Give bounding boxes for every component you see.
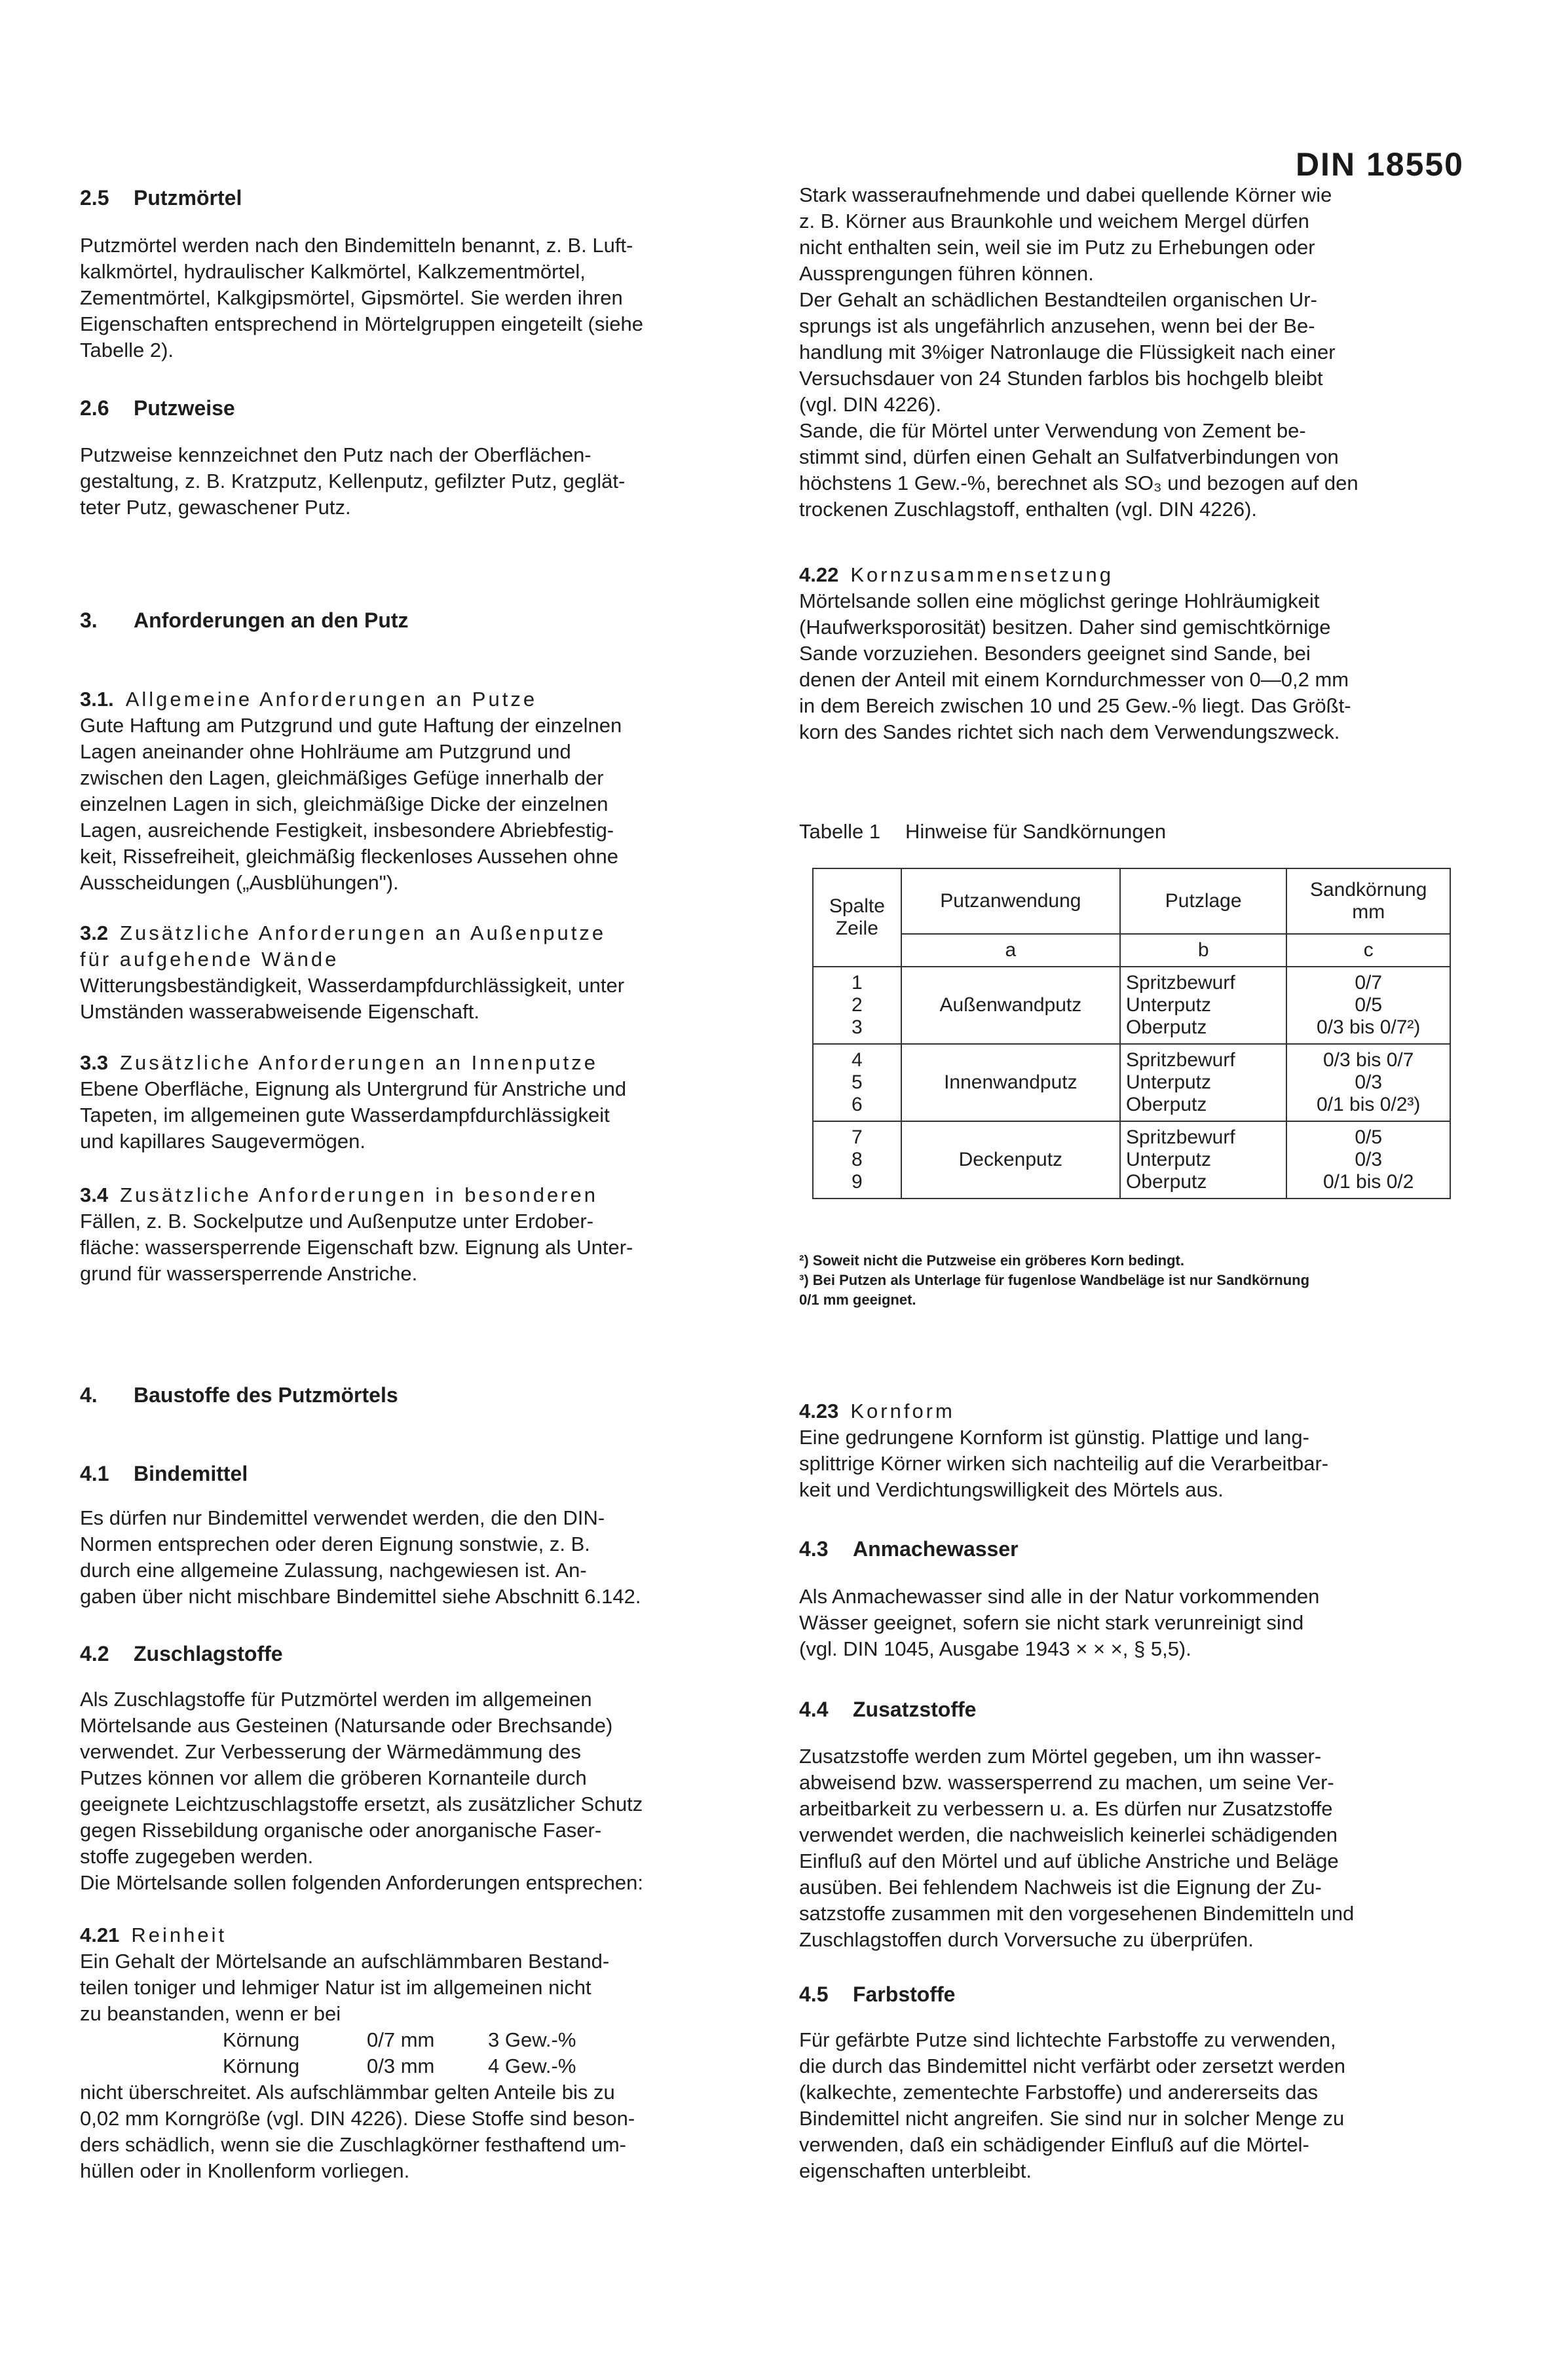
heading-2-5: 2.5 Putzmörtel bbox=[80, 186, 242, 210]
koernung-row: Körnung 0/3 mm 4 Gew.-% bbox=[223, 2055, 576, 2077]
cell-putzlage: Spritzbewurf Unterputz Oberputz bbox=[1120, 967, 1286, 1044]
koernung-table bbox=[223, 2027, 576, 2079]
para-4-1: Es dürfen nur Bindemittel verwendet werden, die den DIN- Normen entsprechen oder deren Eignung sonstwie, z. B. durch eine allgemeine Zulassung, nachgewiesen ist. An- gaben über nicht mischbare Bindemittel siehe Abschnitt 6.142. bbox=[80, 1506, 641, 1608]
para-4-21-b: nicht überschreitet. Als aufschlämmbar gelten Anteile bis zu 0,02 mm Korngröße (vgl. DIN 4226). Diese Stoffe sind beson- ders schädlich, wenn sie die Zuschlagkörner festhaftend um- hüllen oder in Knollenform vorliegen. bbox=[80, 2081, 635, 2182]
row-numbers: 7 8 9 bbox=[813, 1121, 901, 1199]
para-4-22: Mörtelsande sollen eine möglichst geringe Hohlräumigkeit (Haufwerksporosität) besitzen. Daher sind gemischtkörnige Sande vorzuziehen. Besonders geeignet sind Sande, bei denen der Anteil mit einem Korndurchmesser von 0—0,2 mm in dem Bereich zwischen 10 und 25 Gew.-% liegt. Das Größt- korn des Sandes richtet sich nach dem Verwendungszweck. bbox=[799, 589, 1351, 743]
heading-4-21: 4.21 Reinheit bbox=[80, 1924, 227, 1946]
table-row bbox=[813, 967, 1450, 1044]
sand-table bbox=[812, 868, 1451, 1199]
para-4-3: Als Anmachewasser sind alle in der Natur vorkommenden Wässer geeignet, sofern sie nicht stark verunreinigt sind (vgl. DIN 1045, Ausgabe 1943 × × ×, § 5,5). bbox=[799, 1585, 1320, 1660]
para-3-4: Fällen, z. B. Sockelputze und Außenputze unter Erdober- fläche: wassersperrende Eigenschaft bzw. Eignung als Unter- grund für wassersperrende Anstriche. bbox=[80, 1210, 633, 1285]
heading-3-2: 3.2 Zusätzliche Anforderungen an Außenputze für aufgehende Wände bbox=[80, 921, 607, 971]
heading-4-2: 4.2 Zuschlagstoffe bbox=[80, 1642, 283, 1665]
row-numbers: 1 2 3 bbox=[813, 967, 901, 1044]
heading-4: 4. Baustoffe des Putzmörtels bbox=[80, 1383, 398, 1407]
table-row bbox=[813, 1121, 1450, 1199]
para-4-4: Zusatzstoffe werden zum Mörtel gegeben, um ihn wasser- abweisend bzw. wassersperrend zu machen, um seine Ver- arbeitbarkeit zu verbessern u. a. Es dürfen nur Zusatzstoffe verwendet werden, die nachweislich keinerlei schädigenden Einfluß auf den Mörtel und auf übliche Anstriche und Beläge ausüben. Bei fehlendem Nachweis ist die Eignung der Zu- satzstoffe zusammen mit den vorgesehenen Bindemitteln und Zuschlagstoffen durch Vorversuche zu überprüfen. bbox=[799, 1745, 1355, 1951]
para-3-3: Ebene Oberfläche, Eignung als Untergrund für Anstriche und Tapeten, im allgemeinen gute Wasserdampfdurchlässigkeit und kapillares Saugevermögen. bbox=[80, 1077, 627, 1153]
cell-koernung: 0/5 0/3 0/1 bis 0/2 bbox=[1286, 1121, 1450, 1199]
header-sandkoernung: Sandkörnung mm bbox=[1286, 868, 1450, 934]
table-header-row bbox=[813, 868, 1450, 934]
document-id: DIN 18550 bbox=[1295, 146, 1464, 183]
heading-4-3: 4.3 Anmachewasser bbox=[799, 1537, 1019, 1561]
heading-4-23: 4.23 Kornform bbox=[799, 1400, 955, 1422]
table-caption: Tabelle 1 Hinweise für Sandkörnungen bbox=[799, 820, 1167, 843]
table-footnotes: ²) Soweit nicht die Putzweise ein gröberes Korn bedingt. ³) Bei Putzen als Unterlage für fugenlose Wandbeläge ist nur Sandkörnung 0/1 mm geeignet. bbox=[799, 1252, 1310, 1308]
heading-3-1: 3.1. Allgemeine Anforderungen an Putze bbox=[80, 688, 538, 711]
header-putzlage: Putzlage bbox=[1120, 868, 1286, 934]
para-2-6: Putzweise kennzeichnet den Putz nach der Oberflächen- gestaltung, z. B. Kratzputz, Kellenputz, gefilzter Putz, geglät- teter Putz, gewaschener Putz. bbox=[80, 443, 626, 519]
col-letter-b: b bbox=[1120, 934, 1286, 967]
cell-anwendung: Außenwandputz bbox=[901, 967, 1120, 1044]
heading-4-4: 4.4 Zusatzstoffe bbox=[799, 1698, 977, 1721]
para-2-5: Putzmörtel werden nach den Bindemitteln benannt, z. B. Luft- kalkmörtel, hydraulischer Kalkmörtel, Kalkzementmörtel, Zementmörtel, Kalkgipsmörtel, Gipsmörtel. Sie werden ihren Eigenschaften entsprechend in Mörtelgruppen eingeteilt (siehe Tabelle 2). bbox=[80, 234, 643, 362]
col-letter-c: c bbox=[1286, 934, 1450, 967]
cell-anwendung: Deckenputz bbox=[901, 1121, 1120, 1199]
table-col-letter-row bbox=[813, 934, 1450, 967]
heading-3-3: 3.3 Zusätzliche Anforderungen an Innenputze bbox=[80, 1051, 599, 1074]
header-putzanwendung: Putzanwendung bbox=[901, 868, 1120, 934]
cell-koernung: 0/7 0/5 0/3 bis 0/7²) bbox=[1286, 967, 1450, 1044]
para-4-5: Für gefärbte Putze sind lichtechte Farbstoffe zu verwenden, die durch das Bindemittel nicht verfärbt oder zersetzt werden (kalkechte, zementechte Farbstoffe) und andererseits das Bindemittel nicht angreifen. Sie sind nur in solcher Menge zu verwenden, daß ein schädigender Einfluß auf die Mörtel- eigenschaften unterbleibt. bbox=[799, 2028, 1345, 2182]
heading-2-6: 2.6 Putzweise bbox=[80, 396, 235, 420]
cell-putzlage: Spritzbewurf Unterputz Oberputz bbox=[1120, 1044, 1286, 1121]
para-3-2: Witterungsbeständigkeit, Wasserdampfdurchlässigkeit, unter Umständen wasserabweisende Eigenschaft. bbox=[80, 974, 625, 1023]
heading-4-1: 4.1 Bindemittel bbox=[80, 1462, 248, 1485]
para-4-23: Eine gedrungene Kornform ist günstig. Plattige und lang- splittrige Körner wirken sich nachteilig auf die Verarbeitbar- keit und Verdichtungswilligkeit des Mörtels aus. bbox=[799, 1426, 1329, 1501]
heading-3-4: 3.4 Zusätzliche Anforderungen in besonderen bbox=[80, 1183, 599, 1206]
heading-4-5: 4.5 Farbstoffe bbox=[799, 1982, 956, 2006]
koernung-row: Körnung 0/7 mm 3 Gew.-% bbox=[223, 2028, 576, 2051]
para-4-21-a: Ein Gehalt der Mörtelsande an aufschlämmbaren Bestand- teilen toniger und lehmiger Natur ist im allgemeinen nicht zu beanstanden, wenn er bei bbox=[80, 1950, 610, 2025]
heading-3: 3. Anforderungen an den Putz bbox=[80, 608, 409, 632]
table-row bbox=[813, 1044, 1450, 1121]
heading-4-22: 4.22 Kornzusammensetzung bbox=[799, 563, 1114, 586]
row-numbers: 4 5 6 bbox=[813, 1044, 901, 1121]
para-3-1: Gute Haftung am Putzgrund und gute Haftung der einzelnen Lagen aneinander ohne Hohlräume am Putzgrund und zwischen den Lagen, gleichmäßiges Gefüge innerhalb der einzelnen Lagen in sich, gleichmäßige Dicke der einzelnen Lagen, ausreichende Festigkeit, insbesondere Abriebfestig- keit, Rissefreiheit, gleichmäßig fleckenloses Aussehen ohne Ausscheidungen („Ausblühungen"). bbox=[80, 714, 622, 894]
cell-anwendung: Innenwandputz bbox=[901, 1044, 1120, 1121]
header-spalte-zeile: Spalte Zeile bbox=[813, 868, 901, 967]
cell-koernung: 0/3 bis 0/7 0/3 0/1 bis 0/2³) bbox=[1286, 1044, 1450, 1121]
col-letter-a: a bbox=[901, 934, 1120, 967]
para-4-21-cont: Stark wasseraufnehmende und dabei quellende Körner wie z. B. Körner aus Braunkohle und weichem Mergel dürfen nicht enthalten sein, weil sie im Putz zu Erhebungen oder Aussprengungen führen können. Der Gehalt an schädlichen Bestandteilen organischen Ur- sprungs ist als ungefährlich anzusehen, wenn bei der Be- handlung mit 3%iger Natronlauge die Flüssigkeit nach einer Versuchsdauer von 24 Stunden farblos bis hochgelb bleibt (vgl. DIN 4226). Sande, die für Mörtel unter Verwendung von Zement be- stimmt sind, dürfen einen Gehalt an Sulfatverbindungen von höchstens 1 Gew.-%, berechnet als SO₃ und bezogen auf den trockenen Zuschlagstoff, enthalten (vgl. DIN 4226). bbox=[799, 183, 1358, 521]
cell-putzlage: Spritzbewurf Unterputz Oberputz bbox=[1120, 1121, 1286, 1199]
para-4-2: Als Zuschlagstoffe für Putzmörtel werden im allgemeinen Mörtelsande aus Gesteinen (Natursande oder Brechsande) verwendet. Zur Verbesserung der Wärmedämmung des Putzes können vor allem die gröberen Kornanteile durch geeignete Leichtzuschlagstoffe ersetzt, als zusätzlicher Schutz gegen Rissebildung organische oder anorganische Faser- stoffe zugegeben werden. Die Mörtelsande sollen folgenden Anforderungen entsprechen: bbox=[80, 1688, 643, 1894]
